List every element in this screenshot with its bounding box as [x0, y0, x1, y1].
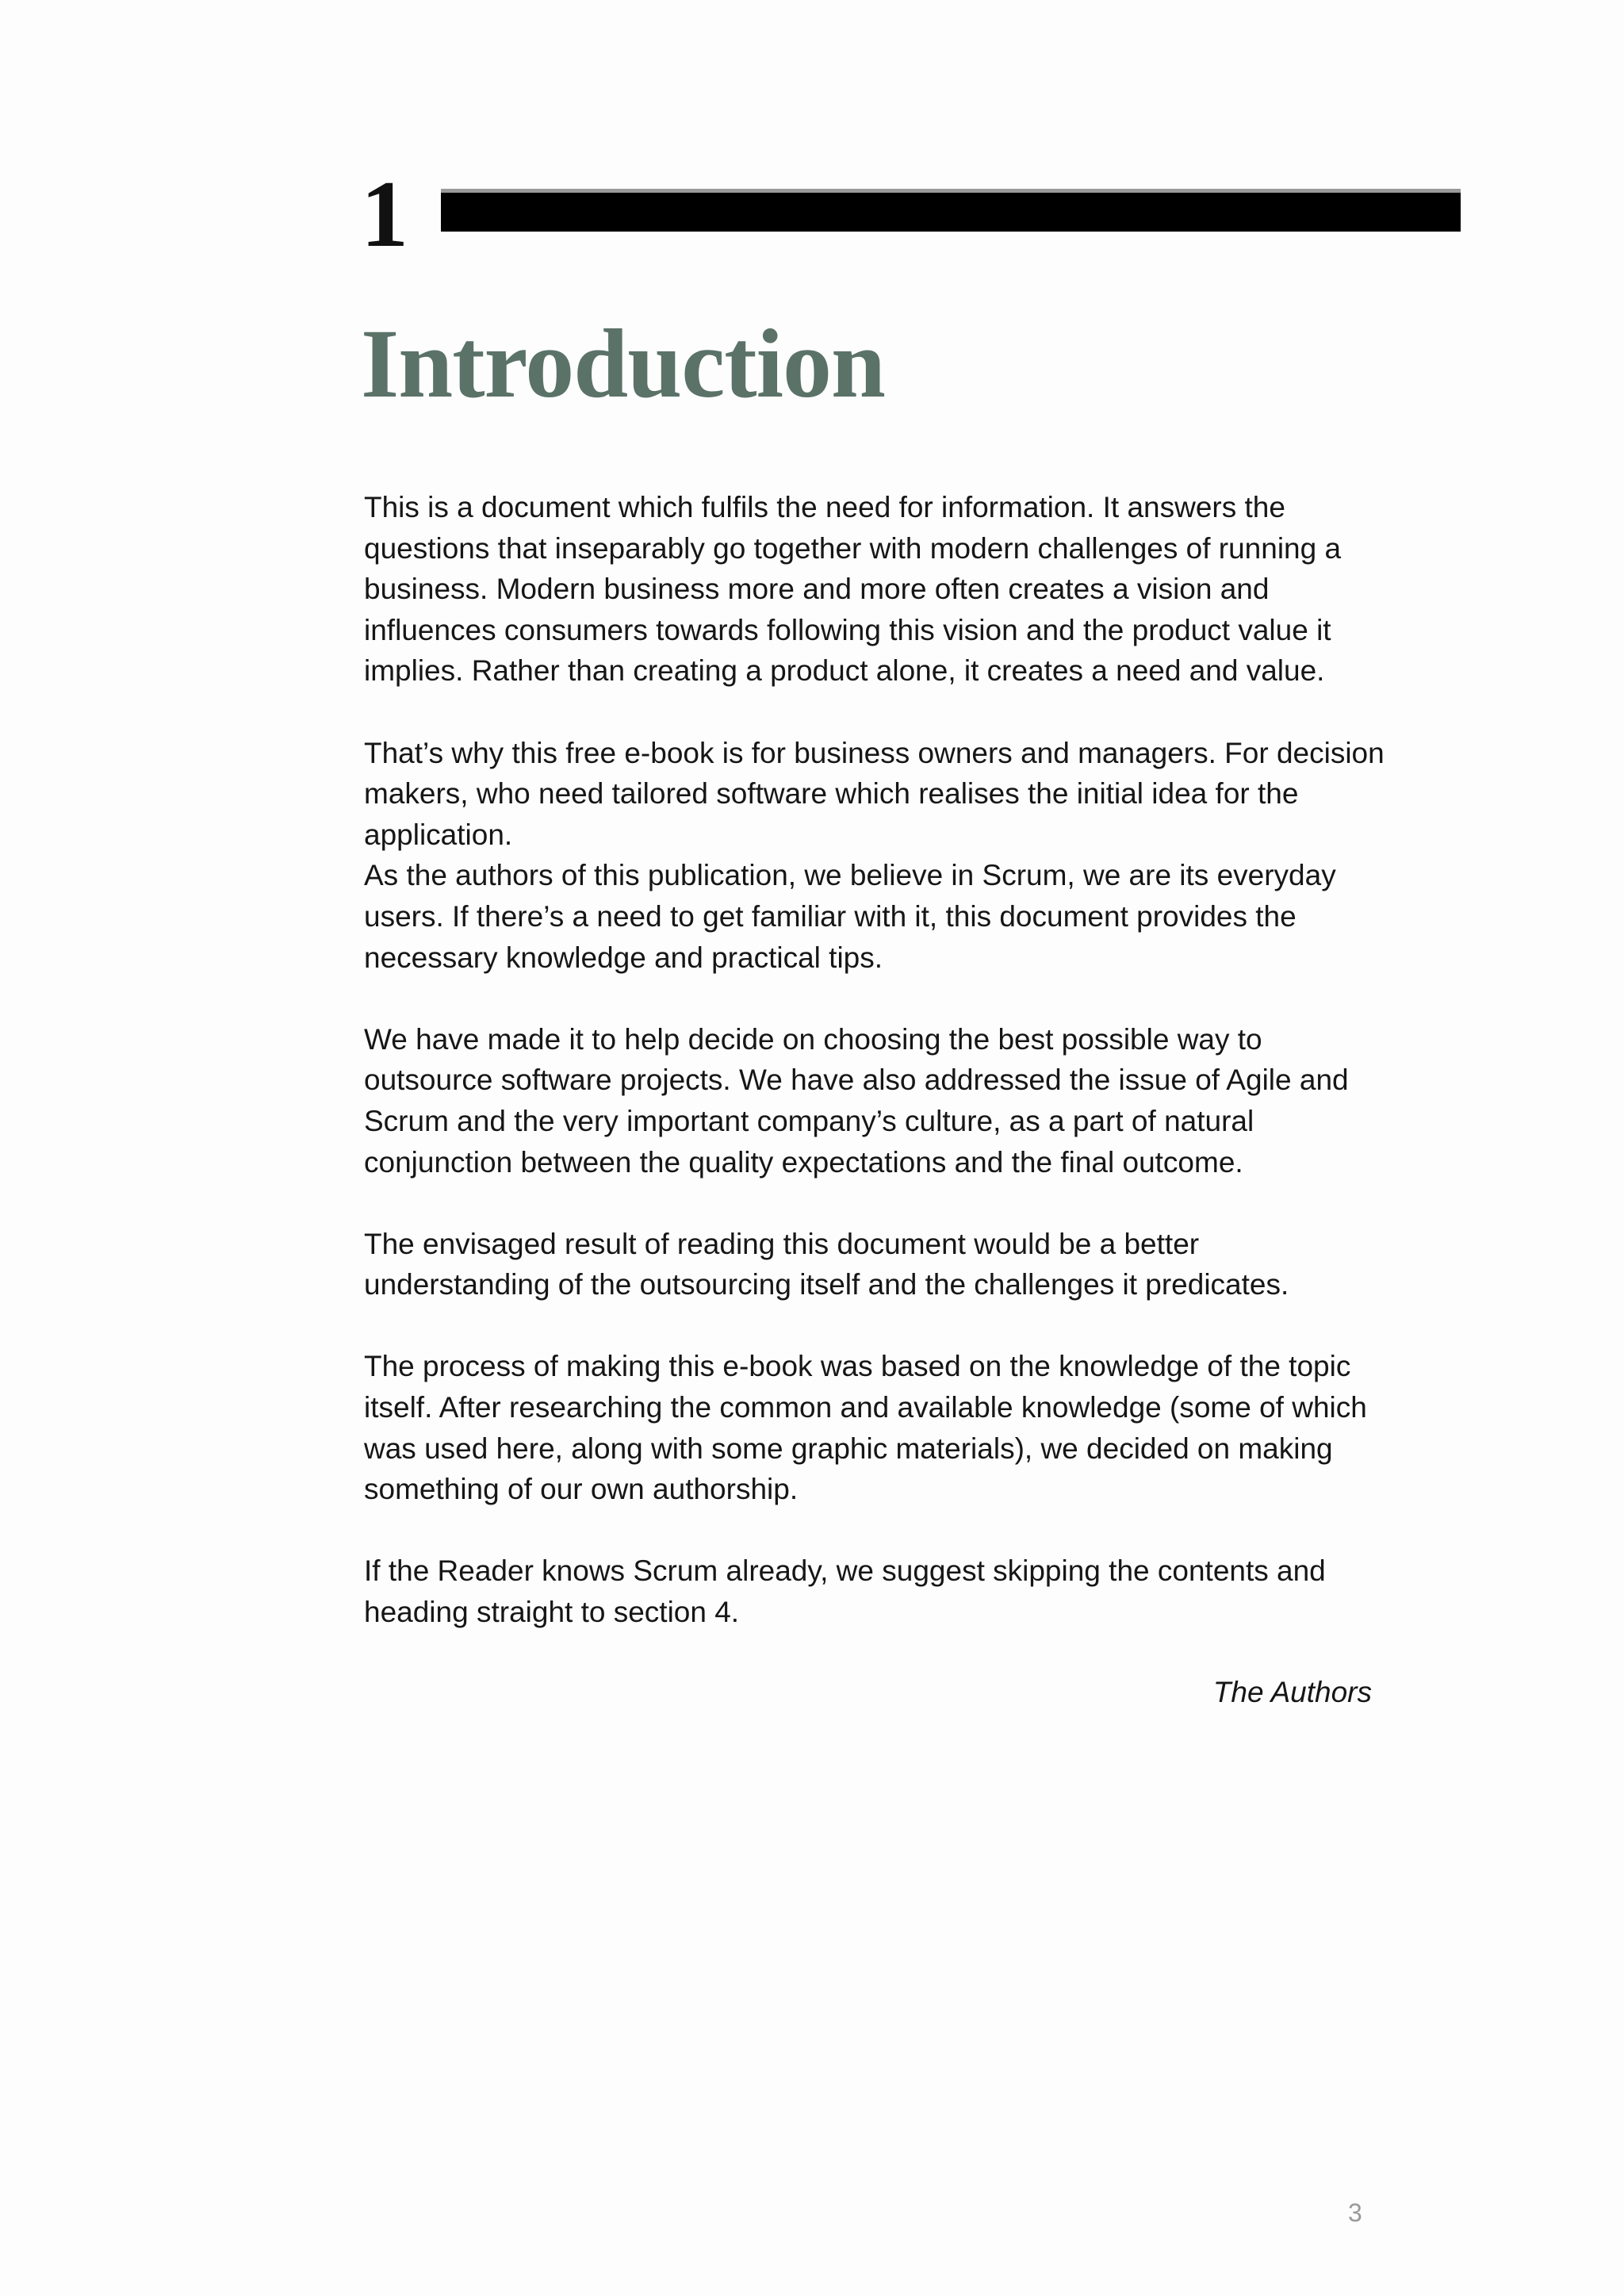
body-text	[364, 487, 1387, 1673]
paragraph: As the authors of this publication, we believe in Scrum, we are its everyday users. If there’s a need to get familiar with it, this document provides the necessary knowledge and practical tips.	[364, 859, 1336, 974]
paragraph: That’s why this free e-book is for business owners and managers. For decision makers, who need tailored software which realises the initial idea for the application.	[364, 736, 1385, 851]
paragraph: The envisaged result of reading this document would be a better understanding of the outsourcing itself and the challenges it predicates.	[364, 1227, 1289, 1301]
chapter-number: 1	[361, 161, 408, 266]
paragraph: If the Reader knows Scrum already, we suggest skipping the contents and heading straight to section 4.	[364, 1554, 1326, 1629]
paragraph: This is a document which fulfils the need for information. It answers the questions that inseparably go together with modern challenges of running a business. Modern business more and more often creates a vision and influences consumers towards following this vision and the product value it implies. Rather than creating a product alone, it creates a need and value.	[364, 491, 1342, 688]
paragraph: We have made it to help decide on choosing the best possible way to outsource software projects. We have also addressed the issue of Agile and Scrum and the very important company’s culture, as a part of natural conjunction between the quality expectations and the final outcome.	[364, 1022, 1349, 1179]
page-title: Introduction	[361, 309, 885, 418]
chapter-divider-bar	[441, 189, 1461, 232]
paragraph: The process of making this e-book was based on the knowledge of the topic itself. After researching the common and available knowledge (some of which was used here, along with some graphic materials), we decided on making something of our own authorship.	[364, 1350, 1367, 1506]
signature: The Authors	[1212, 1676, 1372, 1708]
page-number: 3	[1348, 2198, 1362, 2227]
